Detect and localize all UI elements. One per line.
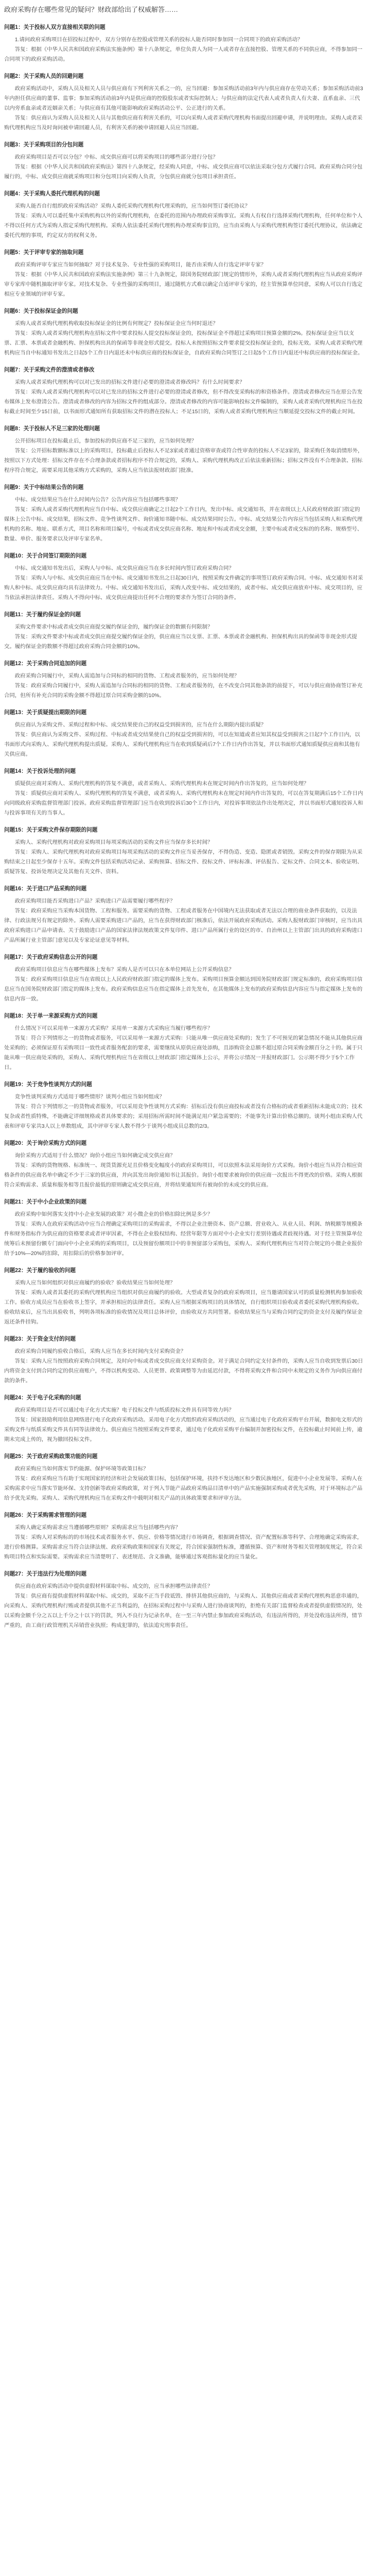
question-heading: 问题5：关于评审专家的抽取问题 [4,249,84,256]
qa-item [4,1452,364,1503]
answer-paragraph: 政府采购评审专家应当如何抽取？对于技术复杂、专业性强的采购项目，能否由采购人自行选定评审专家？ [14,262,267,268]
qa-item [4,884,364,945]
answer-paragraph: 答复：公开招标数额标准以上的采购项目，投标截止后投标人不足3家或者通过资格审查或符合性审查的投标人不足3家的，除采购任务取消情形外，按照以下方式处理：招标文件存在不合理条款或者招标程序不符合规定的，采购人、采购代理机构改正后依法重新招标；招标文件没有不合理条款、招标程序符合规定，需要采用其他采购方式采购的，采购人应当依法报财政部门批准。 [4,448,363,473]
answer-paragraph: 采购人能否自行组织政府采购活动？采购人委托采购代理机构代理采购的，应当如何签订委托协议？ [14,204,250,209]
answer-paragraph: 政府采购项目是否可以分包？中标、成交供应商可以将采购项目的哪些部分进行分包？ [14,155,218,160]
answer-paragraph: 答复：政府采购应当采购本国货物、工程和服务。需要采购的货物、工程或者服务在中国境内无法获取或者无法以合理的商业条件获取的，以及法律、行政法规另有规定的除外。采购人需要采购进口产品的，应当在获得财政部门核准后，依法开展政府采购活动。采购人报财政部门审核时，应当出具政府采购进口产品申请表、关于鼓励进口产品的国家法律法规政策文件复印件、进口产品所属行业的设区的市、自治州以上主管部门出具的政府采购进口产品所属行业主管部门意见以及专家论证意见等材料。 [4,908,363,943]
qa-item [4,610,364,652]
qa-item [4,1334,364,1386]
question-heading: 问题23：关于资金支付的问题 [4,1336,76,1342]
qa-item [4,483,364,544]
qa-item [4,767,364,818]
answer-paragraph: 中标、成交通知书发出后，采购人与中标、成交供应商应当在多长时间内签订政府采购合同？ [14,566,234,571]
question-heading: 问题8：关于投标人不足三家的处理问题 [4,426,100,432]
answer-paragraph: 政府采购中如何落实支持中小企业发展的政策？对小微企业的价格扣除比例是多少？ [14,1212,213,1217]
answer-paragraph: 询价采购方式适用于什么情况？询价小组应当如何确定成交供应商？ [14,1153,176,1159]
answer-paragraph: 答复：根据《中华人民共和国政府采购法实施条例》第三十九条规定，除国务院财政部门规定的情形外，采购人或者采购代理机构应当从政府采购评审专家库中随机抽取评审专家。对技术复杂、专业性强的采购项目，通过随机方式难以确定合适评审专家的，经主管预算单位同意，采购人可以自行选定相应专业领域的评审专家。 [4,272,363,297]
qa-item [4,1139,364,1190]
answer-paragraph: 1.请问政府采购项目在招投标过程中，双方分别存在控股或管理关系的投标人能否同时参加同一合同项下的政府采购活动？ [14,37,303,43]
qa-item [4,424,364,476]
answer-paragraph: 答复：符合下列情形之一的货物或者服务，可以采用单一来源方式采购：只能从唯一供应商处采购的；发生了不可预见的紧急情况不能从其他供应商处采购的；必须保证原有采购项目一致性或者服务配套的要求，需要继续从原供应商处添购，且添购资金总额不超过原合同采购金额百分之十的。属于只能从唯一供应商处采购的，采购人、采购代理机构应当在省级以上财政部门指定媒体上公示，并将公示情况一并报财政部门。公示期不得少于5个工作日。 [4,1036,363,1071]
qa-item [4,1569,364,1631]
answer-paragraph: 供应商认为采购文件、采购过程和中标、成交结果使自己的权益受到损害的，应当在什么期限内提出质疑？ [14,722,267,728]
answer-paragraph: 政府采购应当如何落实节约能源、保护环境等政策目标？ [14,1466,149,1472]
answer-paragraph: 答复：采购人对采购标的的市场技术或者服务水平、供应、价格等情况进行市场调查，根据调查情况、资产配置标准等科学、合理地确定采购需求，进行价格测算。采购需求应当符合法律法规、政府采购政策和国家有关规定，符合国家强制性标准，遵循预算、资产和财务等相关管理制度规定，符合采购项目特点和实际需要。采购需求应当清楚明了、表述规范、含义准确，能够通过客观指标量化的应当量化。 [4,1535,363,1560]
question-heading: 问题7：关于采购文件的澄清或者修改 [4,367,95,373]
question-heading: 问题9：关于中标结果公告的问题 [4,484,84,490]
article-title: 政府采购存在哪些常见的疑问？财政部给出了权威解答…… [4,6,179,13]
answer-paragraph: 答复：政府采购合同履行中，采购人需追加与合同标的相同的货物、工程或者服务的，在不改变合同其他条款的前提下，可以与供应商协商签订补充合同，但所有补充合同的采购金额不得超过原合同采购金额的10%。 [4,683,363,699]
answer-paragraph: 采购人确定采购需求应当遵循哪些原则？采购需求应当包括哪些内容？ [14,1525,181,1531]
answer-paragraph: 答复：采购人或者采购代理机构在招标文件中要求投标人提交投标保证金的，投标保证金不得超过采购项目预算金额的2%。投标保证金应当以支票、汇票、本票或者金融机构、担保机构出具的保函等非现金形式提交。投标人未按照招标文件要求提交投标保证金的，投标无效。采购人或者采购代理机构应当自中标通知书发出之日起5个工作日内退还未中标供应商的投标保证金，自政府采购合同签订之日起5个工作日内退还中标供应商的投标保证金。 [4,331,363,356]
answer-paragraph: 答复：采购文件要求中标或者成交供应商提交履约保证金的，供应商应当以支票、汇票、本票或者金融机构、担保机构出具的保函等非现金形式提交。履约保证金的数额不得超过政府采购合同金额的10%。 [4,634,357,650]
question-heading: 问题6：关于投标保证金的问题 [4,308,78,314]
question-heading: 问题10：关于合同签订期限的问题 [4,553,87,559]
answer-paragraph: 答复：采购人、采购代理机构对政府采购项目每项采购活动的采购文件应当妥善保存，不得伪造、变造、隐匿或者销毁。采购文件的保存期限为从采购结束之日起至少保存十五年。采购文件包括采购活动记录、采购预算、招标文件、投标文件、评标标准、评估报告、定标文件、合同文本、验收证明、质疑答复、投诉处理决定及其他有关文件、资料。 [4,850,363,875]
qa-item [4,1011,364,1073]
question-heading: 问题13：关于质疑提出期限的问题 [4,709,87,716]
answer-paragraph: 答复：采购人可以委托集中采购机构以外的采购代理机构，在委托的范围内办理政府采购事宜。采购人有权自行选择采购代理机构，任何单位和个人不得以任何方式为采购人指定采购代理机构。采购人依法委托采购代理机构办理采购事宜的，应当由采购人与采购代理机构签订委托代理协议，依法确定委托代理的事项，约定双方的权利义务。 [4,213,363,239]
question-heading: 问题18：关于单一来源采购方式的问题 [4,1013,98,1019]
qa-item [4,1080,364,1131]
answer-paragraph: 答复：采购人或者采购代理机构可以对已发出的招标文件进行必要的澄清或者修改，但不得改变采购标的和资格条件。澄清或者修改应当在原公告发布媒体上发布澄清公告。澄清或者修改的内容为招标文件的组成部分。澄清或者修改的内容可能影响投标文件编制的，采购人或者采购代理机构应当在投标截止时间至少15日前，以书面形式通知所有获取招标文件的潜在投标人；不足15日的，采购人或者采购代理机构应当顺延提交投标文件的截止时间。 [4,389,363,415]
qa-item [4,1393,364,1445]
answer-paragraph: 竞争性谈判采购方式适用于哪些情形？谈判小组应当如何组成？ [14,1094,165,1100]
qa-item [4,189,364,241]
answer-paragraph: 采购文件要求中标或者成交供应商提交履约保证金的，履约保证金的数额有何限制？ [14,624,213,630]
answer-paragraph: 答复：采购的货物规格、标准统一、现货货源充足且价格变化幅度小的政府采购项目，可以依照本法采用询价方式采购。询价小组应当从符合相应资格条件的供应商名单中确定不少于三家的供应商，并向其发出询价通知书让其报价。询价小组要求被询价的供应商一次报出不得更改的价格。采购人根据符合采购需求、质量和服务相等且报价最低的原则确定成交供应商，并将结果通知所有被询价的未成交的供应商。 [4,1163,363,1188]
question-heading: 问题15：关于采购文件保存期限的问题 [4,827,98,833]
question-heading: 问题20：关于询价采购方式的问题 [4,1140,87,1146]
question-heading: 问题2：关于采购人员的回避问题 [4,73,84,79]
answer-paragraph: 采购人或者采购代理机构可以对已发出的招标文件进行必要的澄清或者修改吗？有什么时间要求？ [14,380,245,385]
qa-item [4,659,364,701]
answer-paragraph: 答复：供应商认为采购文件、采购过程、中标或者成交结果使自己的权益受到损害的，可以在知道或者应知其权益受到损害之日起7个工作日内，以书面形式向采购人、采购代理机构提出质疑。采购人、采购代理机构应当在收到质疑函后7个工作日内作出答复，并以书面形式通知质疑供应商和其他有关供应商。 [4,732,360,757]
answer-paragraph: 采购人或者采购代理机构收取投标保证金的比例有何规定？投标保证金应当何时退还？ [14,321,218,327]
answer-paragraph: 政府采购合同履约验收合格后，采购人应当在多长时间内支付采购资金？ [14,1349,186,1354]
answer-paragraph: 答复：政府采购应当有助于实现国家的经济和社会发展政策目标，包括保护环境，扶持不发达地区和少数民族地区，促进中小企业发展等。采购人在采购需求中应当落实节能环保、支持创新等政府采购政策，对于列入节能产品政府采购品目清单中的产品实施强制采购或者优先采购，对于环境标志产品给予优先采购。采购人、采购代理机构应当在采购文件中载明对相关产品的具体政策要求和评审方法。 [4,1476,363,1501]
question-heading: 问题24：关于电子化采购的问题 [4,1395,81,1401]
question-heading: 问题27：关于违法行为处理的问题 [4,1571,87,1577]
answer-paragraph: 中标、成交结果应当在什么时间内公告？公告内容应当包括哪些事项？ [14,497,181,503]
qa-item [4,1511,364,1562]
question-heading: 问题1：关于投标人双方直接相关联的问题 [4,24,106,30]
answer-paragraph: 政府采购合同履行中，采购人需追加与合同标的相同的货物、工程或者服务的，应当如何处理？ [14,673,240,679]
answer-paragraph: 采购人、采购代理机构对政府采购项目每项采购活动的采购文件应当保存多长时间？ [14,840,213,845]
answer-paragraph: 政府采购项目能否采购进口产品？采购进口产品需要履行哪些程序？ [14,899,176,904]
question-heading: 问题3：关于采购项目的分包问题 [4,142,84,148]
answer-paragraph: 答复：质疑供应商对采购人、采购代理机构的答复不满意，或者采购人、采购代理机构未在规定时间内作出答复的，可以在答复期满后15个工作日内向同级政府采购监督管理部门投诉。政府采购监督管理部门应当在收到投诉后30个工作日内，对投诉事项依法作出处理决定，并以书面形式通知投诉人和与投诉事项有关的当事人。 [4,791,363,816]
answer-paragraph: 政府采购活动中，采购人员及相关人员与供应商有下列利害关系之一的，应当回避：参加采购活动前3年内与供应商存在劳动关系；参加采购活动前3年内担任供应商的董事、监事；参加采购活动前3年内是供应商的控股股东或者实际控制人；与供应商的法定代表人或者负责人有夫妻、直系血亲、三代以内旁系血亲或者近姻亲关系；与供应商有其他可能影响政府采购活动公平、公正进行的关系。 [4,86,363,111]
question-heading: 问题11：关于履约保证金的问题 [4,612,81,618]
question-heading: 问题19：关于竞争性谈判方式的问题 [4,1081,92,1088]
qa-item [4,307,364,358]
answer-paragraph: 供应商在政府采购活动中提供虚假材料谋取中标、成交的，应当承担哪些法律责任？ [14,1584,213,1589]
answer-paragraph: 政府采购项目信息应当在哪些媒体上发布？采购人是否可以只在本单位网站上公开采购信息？ [14,967,234,973]
qa-list [4,23,364,1631]
answer-paragraph: 答复：根据《中华人民共和国政府采购法》第四十八条规定，经采购人同意，中标、成交供应商可以依法采取分包方式履行合同。政府采购合同分包履行的，中标、成交供应商就采购项目和分包项目向采购人负责，分包供应商就分包项目承担责任。 [4,164,363,180]
question-heading: 问题26：关于采购需求管理的问题 [4,1512,87,1518]
qa-item [4,72,364,133]
qa-item [4,1197,364,1259]
answer-paragraph: 采购人应当如何组织对供应商履约的验收？验收结果应当如何处理？ [14,1280,176,1286]
answer-paragraph: 答复：供应商有提供虚假材料谋取中标、成交的，采取不正当手段诋毁、排挤其他供应商的，与采购人、其他供应商或者采购代理机构恶意串通的，向采购人、采购代理机构行贿或者提供其他不正当利益的，在招标采购过程中与采购人进行协商谈判的，拒绝有关部门监督检查或者提供虚假情况的，处以采购金额千分之五以上千分之十以下的罚款，列入不良行为记录名单，在一至三年内禁止参加政府采购活动，有违法所得的，并处没收违法所得，情节严重的，由工商行政管理机关吊销营业执照；构成犯罪的，依法追究刑事责任。 [4,1594,363,1629]
question-heading: 问题4：关于采购人委托代理机构的问题 [4,191,100,197]
qa-item [4,708,364,759]
answer-paragraph: 什么情况下可以采用单一来源方式采购？采用单一来源方式采购应当履行哪些程序？ [14,1026,213,1031]
qa-item [4,825,364,877]
qa-item [4,1266,364,1327]
answer-paragraph: 答复：供应商认为采购人员及相关人员与其他供应商有利害关系的，可以向采购人或者采购代理机构书面提出回避申请，并说明理由。采购人或者采购代理机构应当及时询问被申请回避人员，有利害关系的被申请回避人员应当回避。 [4,115,363,131]
answer-paragraph: 答复：符合下列情形之一的货物或者服务，可以采用竞争性谈判方式采购：招标后没有供应商投标或者没有合格标的或者重新招标未能成立的；技术复杂或者性质特殊，不能确定详细规格或者具体要求的；采用招标所需时间不能满足用户紧急需要的；不能事先计算出价格总额的。谈判小组由采购人代表和评审专家共3人以上单数组成，其中评审专家人数不得少于谈判小组成员总数的2/3。 [4,1104,363,1129]
qa-item [4,953,364,1004]
answer-paragraph: 质疑供应商对采购人、采购代理机构的答复不满意，或者采购人、采购代理机构未在规定时间内作出答复的，应当如何处理？ [14,781,309,787]
qa-item [4,140,364,182]
question-heading: 问题25：关于政府采购政策功能的问题 [4,1453,98,1460]
question-heading: 问题14：关于投诉处理的问题 [4,768,76,774]
answer-paragraph: 答复：采购人或者其委托的采购代理机构应当组织对供应商履约的验收。大型或者复杂的政府采购项目，应当邀请国家认可的质量检测机构参加验收工作。验收方成员应当在验收书上签字，并承担相应的法律责任。采购人应当根据采购项目的具体情况，自行组织项目验收或者委托采购代理机构验收。验收结束后，应当出具验收书，列明各项标准的验收情况及项目总体评价，由验收双方共同签署。验收结果应当与采购合同约定的资金支付及履约保证金返还条件挂钩。 [4,1290,363,1325]
answer-paragraph: 公开招标项目在投标截止后，参加投标的供应商不足三家的，应当如何处理？ [14,438,197,444]
answer-paragraph: 答复：采购人在政府采购活动中应当合理确定采购项目的采购需求，不得以企业注册资本、资产总额、营业收入、从业人员、利润、纳税额等规模条件和财务指标作为供应商的资格要求或者评审因素，不得在企业股权结构、经营年限等方面对中小企业实行差别待遇或者歧视待遇。对于经主管预算单位统筹后未预留份额专门面向中小企业采购的采购项目，以及预留份额项目中的非预留部分采购包，采购人、采购代理机构应当对符合规定的小微企业报价给予10%—20%的扣除，用扣除后的价格参加评审。 [4,1222,363,1257]
qa-item [4,551,364,603]
answer-paragraph: 答复：采购人与中标、成交供应商应当在中标、成交通知书发出之日起30日内，按照采购文件确定的事项签订政府采购合同。中标、成交通知书对采购人和中标、成交供应商均具有法律效力。中标、成交通知书发出后，采购人改变中标、成交结果的，或者中标、成交供应商放弃中标、成交项目的，应当依法承担法律责任。采购人不得向中标、成交供应商提出任何不合理的要求作为签订合同的条件。 [4,575,363,601]
question-heading: 问题16：关于进口产品采购的问题 [4,886,87,892]
qa-item [4,248,364,299]
answer-paragraph: 答复：采购人或者采购代理机构应当自中标、成交供应商确定之日起2个工作日内，发出中标、成交通知书，并在省级以上人民政府财政部门指定的媒体上公告中标、成交结果，招标文件、竞争性谈判文件、询价通知书随中标、成交结果同时公告。中标、成交结果公告内容应当包括采购人和采购代理机构的名称、地址、联系方式，项目名称和项目编号，中标或者成交供应商名称、地址和中标或者成交金额，主要中标或者成交标的的名称、规格型号、数量、单价、服务要求以及评审专家名单。 [4,507,363,542]
answer-paragraph: 答复：根据《中华人民共和国政府采购法实施条例》第十八条规定，单位负责人为同一人或者存在直接控股、管理关系的不同供应商，不得参加同一合同项下的政府采购活动。 [4,47,363,62]
question-heading: 问题22：关于履约验收的问题 [4,1267,76,1274]
question-heading: 问题12：关于采购合同追加的问题 [4,660,87,667]
answer-paragraph: 答复：采购人应当按照政府采购合同规定，及时向中标或者成交供应商支付采购资金。对于满足合同约定支付条件的，采购人应当自收到发票后30日内将资金支付到合同约定的供应商账户，不得以机构变动、人员更替、政策调整等为由延迟付款，不得将采购文件和合同中未规定的义务作为向供应商付款的条件。 [4,1359,363,1384]
answer-paragraph: 政府采购项目是否可以通过电子化方式实施？电子投标文件与纸质投标文件具有同等效力吗？ [14,1408,234,1413]
qa-item [4,23,364,64]
question-heading: 问题21：关于中小企业政策的问题 [4,1199,87,1205]
question-heading: 问题17：关于政府采购信息公开的问题 [4,954,98,960]
answer-paragraph: 答复：国家鼓励利用信息网络进行电子化政府采购活动。采用电子化方式组织政府采购活动的，应当通过电子化政府采购平台开展，数据电文形式的采购文件与纸质采购文件具有同等法律效力。供应商应当按照采购文件要求，通过电子化政府采购平台编制并加密投标文件，在投标截止时间前上传，逾期未完成上传的，视为撤回投标文件。 [4,1417,363,1443]
answer-paragraph: 答复：政府采购项目信息应当在省级以上人民政府财政部门指定的媒体上发布。采购项目预算金额达到国务院财政部门规定标准的，政府采购项目信息应当在国务院财政部门指定的媒体上发布。政府采购信息应当在指定媒体上首先发布，在其他媒体上发布的政府采购信息内容应当与指定媒体上发布的信息内容一致。 [4,977,363,1002]
qa-item [4,365,364,417]
